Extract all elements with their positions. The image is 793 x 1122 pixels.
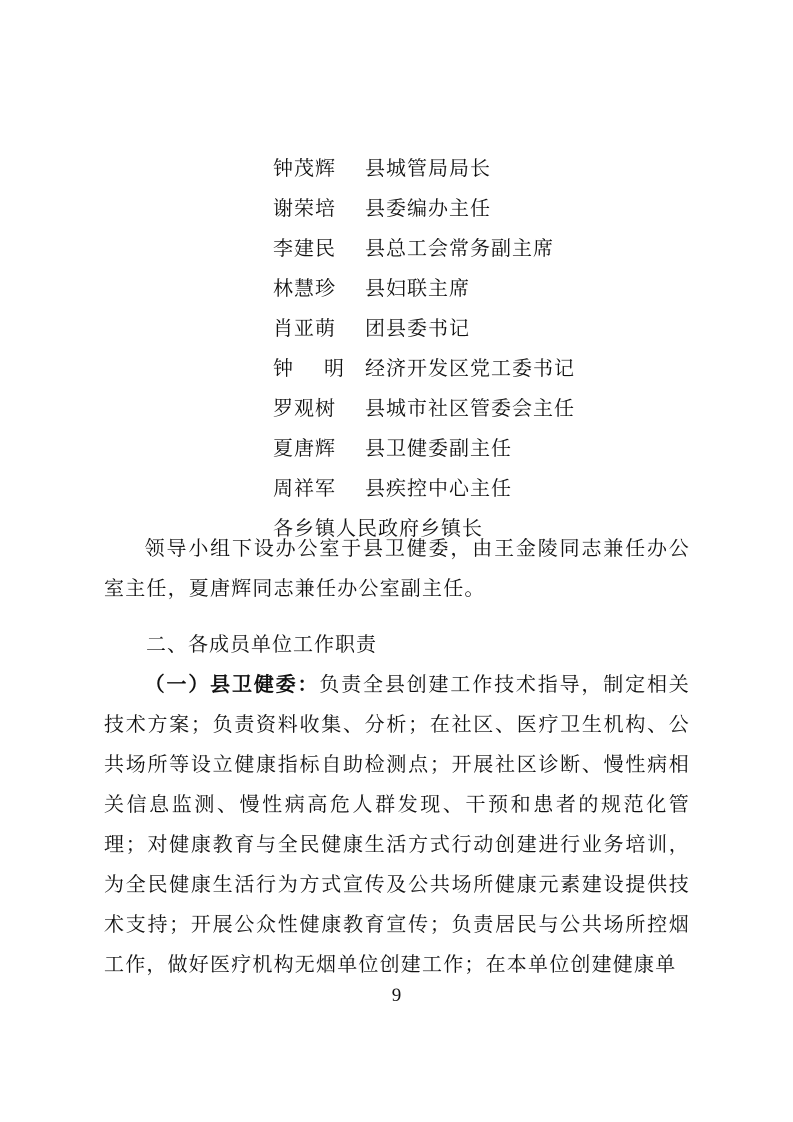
- member-role: 县疾控中心主任: [365, 476, 512, 500]
- office-paragraph: [104, 528, 690, 608]
- member-row: [273, 468, 693, 508]
- member-name-last: 明: [324, 356, 344, 380]
- section-heading: 二、各成员单位工作职责: [146, 632, 377, 656]
- member-name: 夏唐辉: [273, 436, 336, 460]
- page-number: 9: [391, 985, 402, 1006]
- member-name: 林慧珍: [273, 276, 336, 300]
- member-row: [273, 308, 693, 348]
- member-name: [273, 348, 365, 388]
- member-row: [273, 428, 693, 468]
- duty-text: 负责全县创建工作技术指导，制定相关技术方案；负责资料收集、分析；在社区、医疗卫生机构、公共场所等设立健康指标自助检测点；开展社区诊断、慢性病相关信息监测、慢性病高危人群发现、干预和患者的规范化管理；对健康教育与全民健康生活方式行动创建进行业务培训，为全民健康生活行为方式宣传及公共场所健康元素建设提供技术支持；开展公众性健康教育宣传；负责居民与公共场所控烟工作，做好医疗机构无烟单位创建工作；在本单位创建健康单: [104, 672, 690, 976]
- member-row: [273, 148, 693, 188]
- member-name: 罗观树: [273, 396, 336, 420]
- member-name: 李建民: [273, 236, 336, 260]
- member-role: 县卫健委副主任: [365, 436, 512, 460]
- member-row: [273, 388, 693, 428]
- member-row: [273, 188, 693, 228]
- all-towns-line: 各乡镇人民政府乡镇长: [273, 516, 483, 540]
- member-row: [273, 348, 693, 388]
- member-name: 钟茂辉: [273, 156, 336, 180]
- member-name: 肖亚萌: [273, 316, 336, 340]
- member-role: 县城管局局长: [365, 156, 491, 180]
- member-row: [273, 268, 693, 308]
- member-role: 经济开发区党工委书记: [365, 356, 575, 380]
- member-role: 县妇联主席: [365, 276, 470, 300]
- member-row: [273, 228, 693, 268]
- member-role: 县城市社区管委会主任: [365, 396, 575, 420]
- member-role: 县委编办主任: [365, 196, 491, 220]
- duty-lead: （一）县卫健委：: [144, 672, 320, 696]
- office-paragraph-text: 领导小组下设办公室于县卫健委，由王金陵同志兼任办公室主任，夏唐辉同志兼任办公室副主任。: [104, 536, 690, 600]
- member-name: 谢荣培: [273, 196, 336, 220]
- duty-paragraph: [104, 664, 690, 984]
- member-name: 周祥军: [273, 476, 336, 500]
- member-role: 县总工会常务副主席: [365, 236, 554, 260]
- member-name-first: 钟: [273, 356, 293, 380]
- member-role: 团县委书记: [365, 316, 470, 340]
- member-list: [273, 148, 693, 548]
